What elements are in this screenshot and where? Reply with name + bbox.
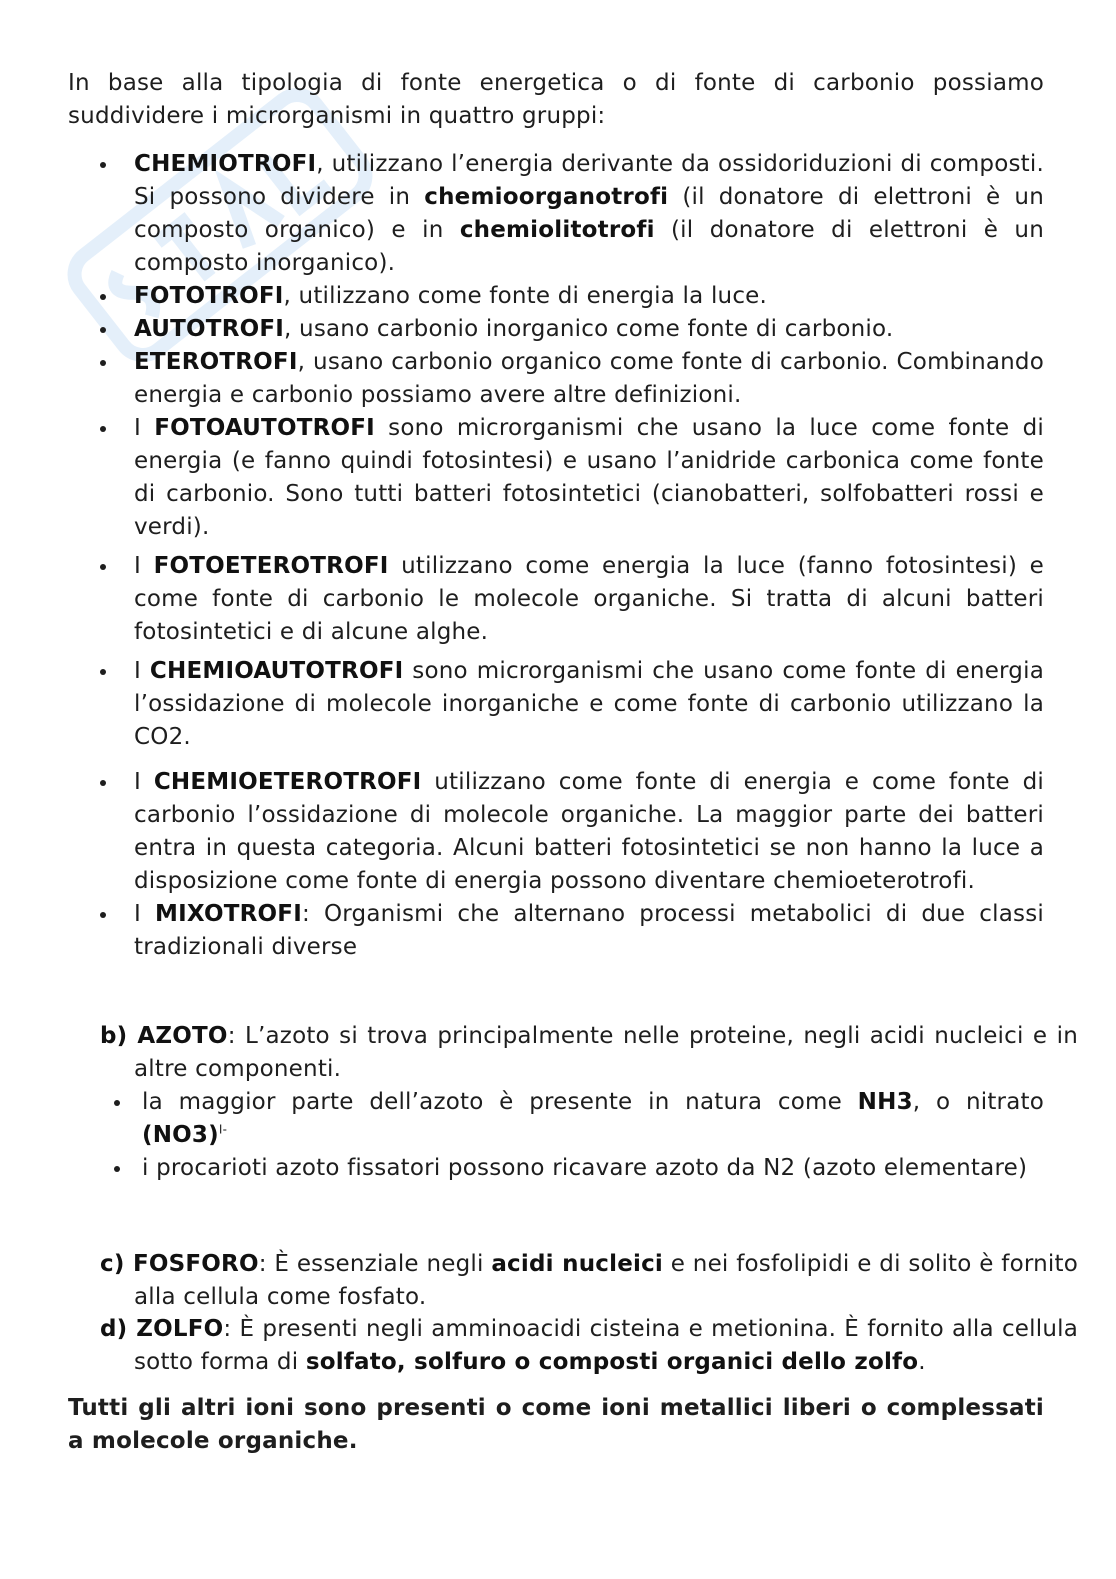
section-azoto-label: b) AZOTO bbox=[100, 1023, 228, 1049]
list-item: la maggior parte dell’azoto è presente in natura come NH3, o nitrato $(NO3)^{I-}$ bbox=[100, 1086, 1044, 1152]
list-item: I MIXOTROFI: Organismi che alternano processi metabolici di due classi tradizionali diverse bbox=[68, 898, 1044, 964]
section-zolfo-label: d) ZOLFO bbox=[100, 1316, 224, 1342]
term-autotrofi: AUTOTROFI bbox=[134, 316, 285, 342]
term-chemioeterotrofi: CHEMIOETEROTROFI bbox=[153, 769, 422, 795]
term-fotoautotrofi: FOTOAUTOTROFI bbox=[154, 415, 375, 441]
term-mixotrofi: MIXOTROFI bbox=[155, 901, 302, 927]
list-item: AUTOTROFI, usano carbonio inorganico come fonte di carbonio. bbox=[68, 313, 1044, 346]
list-item: FOTOTROFI, utilizzano come fonte di energia la luce. bbox=[68, 280, 1044, 313]
list-item: ETEROTROFI, usano carbonio organico come fonte di carbonio. Combinando energia e carbonio possiamo avere altre definizioni. bbox=[68, 346, 1044, 412]
groups-list bbox=[68, 148, 1044, 964]
list-item: I FOTOETEROTROFI utilizzano come energia la luce (fanno fotosintesi) e come fonte di carbonio le molecole organiche. Si tratta di alcuni batteri fotosintetici e di alcune alghe. bbox=[68, 550, 1044, 649]
list-item: i procarioti azoto fissatori possono ricavare azoto da N2 (azoto elementare) bbox=[100, 1152, 1044, 1185]
list-item: I CHEMIOETEROTROFI utilizzano come fonte di energia e come fonte di carbonio l’ossidazione di molecole organiche. La maggior parte dei batteri entra in questa categoria. Alcuni batteri fotosintetici se non hanno la luce a disposizione come fonte di energia possono diventare chemioeterotrofi. bbox=[68, 766, 1044, 898]
term-chemiotrofi: CHEMIOTROFI bbox=[134, 151, 317, 177]
intro-paragraph: In base alla tipologia di fonte energetica o di fonte di carbonio possiamo suddividere i microrganismi in quattro gruppi: bbox=[68, 70, 1044, 129]
section-fosforo-label: c) FOSFORO bbox=[100, 1251, 259, 1277]
section-azoto: b) AZOTO: L’azoto si trova principalmente nelle proteine, negli acidi nucleici e in altre componenti. bbox=[100, 1023, 1078, 1082]
term-chemioautotrofi: CHEMIOAUTOTROFI bbox=[149, 658, 404, 684]
final-statement: Tutti gli altri ioni sono presenti o come ioni metallici liberi o complessati a molecole organiche. bbox=[68, 1395, 1044, 1454]
section-zolfo: d) ZOLFO: È presenti negli amminoacidi cisteina e metionina. È fornito alla cellula sotto forma di solfato, solfuro o composti organici dello zolfo. bbox=[100, 1316, 1079, 1375]
list-item: CHEMIOTROFI, utilizzano l’energia derivante da ossidoriduzioni di composti. Si possono dividere in chemioorganotrofi (il donatore di elettroni è un composto organico) e in chemiolitotrofi (il donatore di elettroni è un composto inorganico). bbox=[68, 148, 1044, 280]
term-eterotrofi: ETEROTROFI bbox=[134, 349, 298, 375]
list-item: I CHEMIOAUTOTROFI sono microrganismi che usano come fonte di energia l’ossidazione di molecole inorganiche e come fonte di carbonio utilizzano la CO2. bbox=[68, 655, 1044, 754]
term-fotoeterotrofi: FOTOETEROTROFI bbox=[153, 553, 389, 579]
list-item: I FOTOAUTOTROFI sono microrganismi che usano la luce come fonte di energia (e fanno quindi fotosintesi) e usano l’anidride carbonica come fonte di carbonio. Sono tutti batteri fotosintetici (cianobatteri, solfobatteri rossi e verdi). bbox=[68, 412, 1044, 544]
term-fototrofi: FOTOTROFI bbox=[134, 283, 284, 309]
azoto-list bbox=[100, 1086, 1044, 1185]
section-fosforo: c) FOSFORO: È essenziale negli acidi nucleici e nei fosfolipidi e di solito è fornito alla cellula come fosfato. bbox=[100, 1251, 1078, 1310]
